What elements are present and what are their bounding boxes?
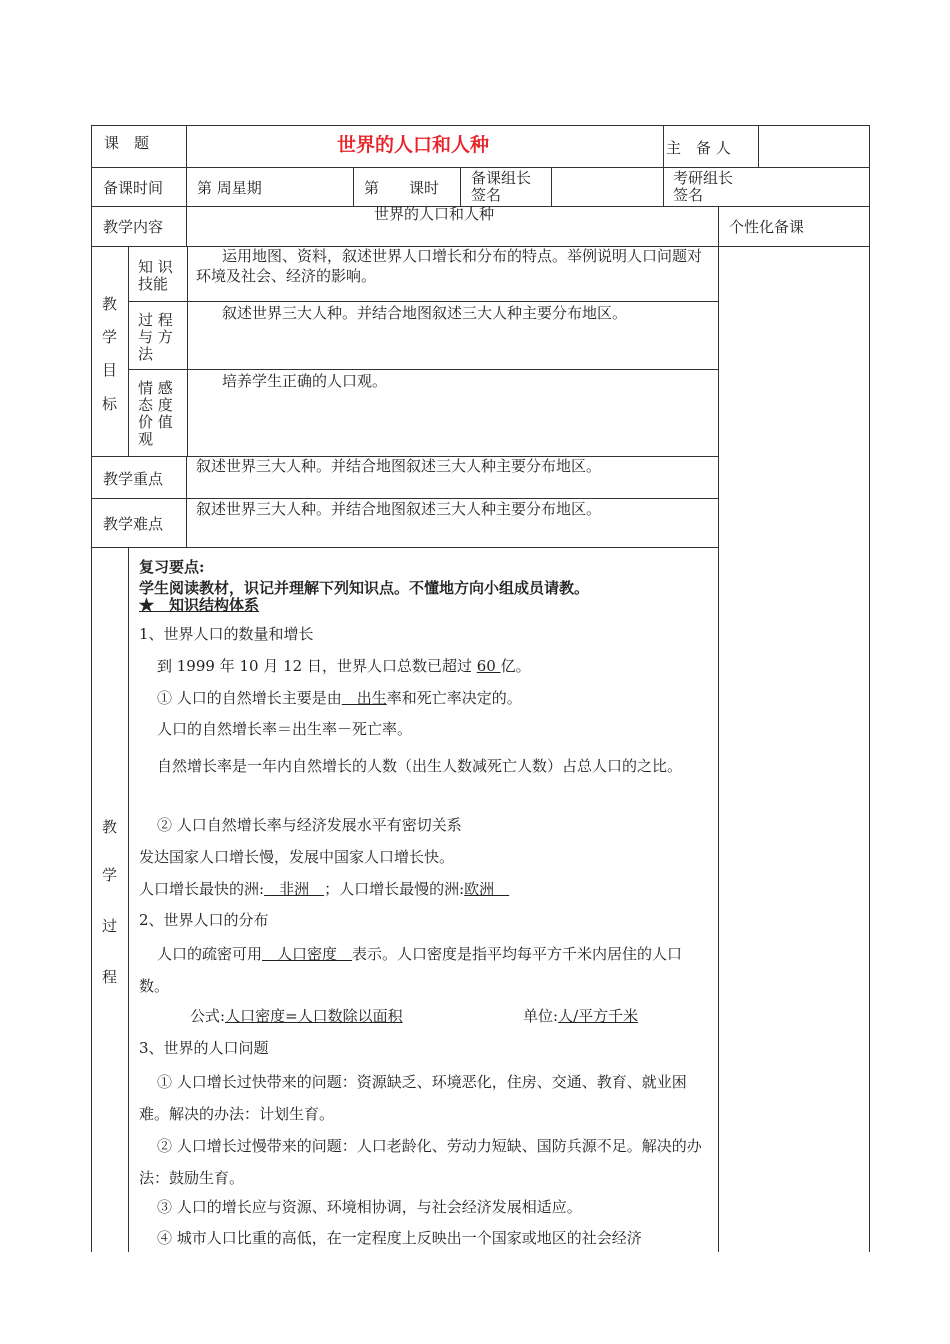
process-label-char: 学 <box>102 866 118 884</box>
knowledge-text: 运用地图、资料，叙述世界人口增长和分布的特点。举例说明人口问题对环境及社会、经济的影响。 <box>196 247 703 285</box>
emotion-label-2: 态 度 <box>138 396 173 414</box>
knowledge-label-1: 知 识 <box>138 258 173 276</box>
week-text: 第 周星期 <box>197 179 262 197</box>
s1-line-4: 自然增长率是一年内自然增长的人数（出生人数减死亡人数）占总人口的之比。 <box>157 757 683 775</box>
content-value: 世界的人口和人种 <box>374 205 495 223</box>
review-instruction: 学生阅读教材，识记并理解下列知识点。不懂地方向小组成员请教。 <box>139 579 590 597</box>
key-points-label: 教学重点 <box>103 470 164 488</box>
process-label-3: 法 <box>138 345 154 363</box>
s3-line-2: ② 人口增长过慢带来的问题：人口老龄化、劳动力短缺、国防兵源不足。解决的办法：鼓励生育。 <box>139 1137 702 1187</box>
process-label-char: 程 <box>102 968 118 986</box>
emotion-text: 培养学生正确的人口观。 <box>222 372 388 390</box>
emotion-label-4: 观 <box>138 430 154 448</box>
s1-line-7: 人口增长最快的洲: 非洲 ；人口增长最慢的洲:欧洲 <box>139 880 510 898</box>
difficult-points-text: 叙述世界三大人种。并结合地图叙述三大人种主要分布地区。 <box>196 500 602 518</box>
group-leader-sign-2: 签名 <box>471 186 502 204</box>
structure-heading: ★ 知识结构体系 <box>139 596 260 614</box>
preparer-label: 主 备 人 <box>666 139 731 157</box>
process-label-2: 与 方 <box>138 328 173 346</box>
topic-label: 课 题 <box>104 134 150 152</box>
period-text: 第 课时 <box>364 179 440 197</box>
review-heading: 复习要点: <box>139 558 205 576</box>
difficult-points-label: 教学难点 <box>103 515 164 533</box>
content-label: 教学内容 <box>103 218 164 236</box>
goals-label-char: 标 <box>102 395 118 413</box>
s1-line-2: ① 人口的自然增长主要是由 出生率和死亡率决定的。 <box>157 689 522 707</box>
s2-formula: 公式:人口密度=人口数除以面积 <box>190 1007 403 1025</box>
section-1-title: 1、世界人口的数量和增长 <box>139 625 314 643</box>
research-leader-sign-2: 签名 <box>673 186 704 204</box>
personal-prep-label: 个性化备课 <box>729 218 805 236</box>
process-text: 叙述世界三大人种。并结合地图叙述三大人种主要分布地区。 <box>222 304 628 322</box>
prep-time-label: 备课时间 <box>103 179 164 197</box>
process-label-1: 过 程 <box>138 311 173 329</box>
process-label-char: 教 <box>102 818 118 836</box>
knowledge-label-2: 技能 <box>138 275 169 293</box>
section-2-title: 2、世界人口的分布 <box>139 911 269 929</box>
s3-line-1: ① 人口增长过快带来的问题：资源缺乏、环境恶化，住房、交通、教育、就业困难。解决的办法：计划生育。 <box>139 1073 687 1123</box>
goals-label-char: 学 <box>102 328 118 346</box>
process-label-char: 过 <box>102 917 118 935</box>
key-points-text: 叙述世界三大人种。并结合地图叙述三大人种主要分布地区。 <box>196 457 602 475</box>
s2-unit: 单位:人/平方千米 <box>523 1007 639 1025</box>
s1-line-5: ② 人口自然增长率与经济发展水平有密切关系 <box>157 816 462 834</box>
emotion-label-1: 情 感 <box>138 379 173 397</box>
goals-label-char: 目 <box>102 361 118 379</box>
emotion-label-3: 价 值 <box>138 413 173 431</box>
s3-line-4: ④ 城市人口比重的高低，在一定程度上反映出一个国家或地区的社会经济 <box>157 1229 642 1247</box>
research-leader-sign-1: 考研组长 <box>673 169 734 187</box>
page-title: 世界的人口和人种 <box>337 134 490 156</box>
group-leader-sign-1: 备课组长 <box>471 169 532 187</box>
goals-label-char: 教 <box>102 295 118 313</box>
s3-line-3: ③ 人口的增长应与资源、环境相协调，与社会经济发展相适应。 <box>157 1198 582 1216</box>
s1-line-6: 发达国家人口增长慢，发展中国家人口增长快。 <box>139 848 455 866</box>
section-3-title: 3、世界的人口问题 <box>139 1039 269 1057</box>
s1-line-3: 人口的自然增长率＝出生率－死亡率。 <box>157 720 413 738</box>
s1-line-1: 到 1999 年 10 月 12 日，世界人口总数已超过 60 亿。 <box>157 657 531 675</box>
s2-line-1: 人口的疏密可用 人口密度 表示。人口密度是指平均每平方千米内居住的人口数。 <box>139 945 683 995</box>
